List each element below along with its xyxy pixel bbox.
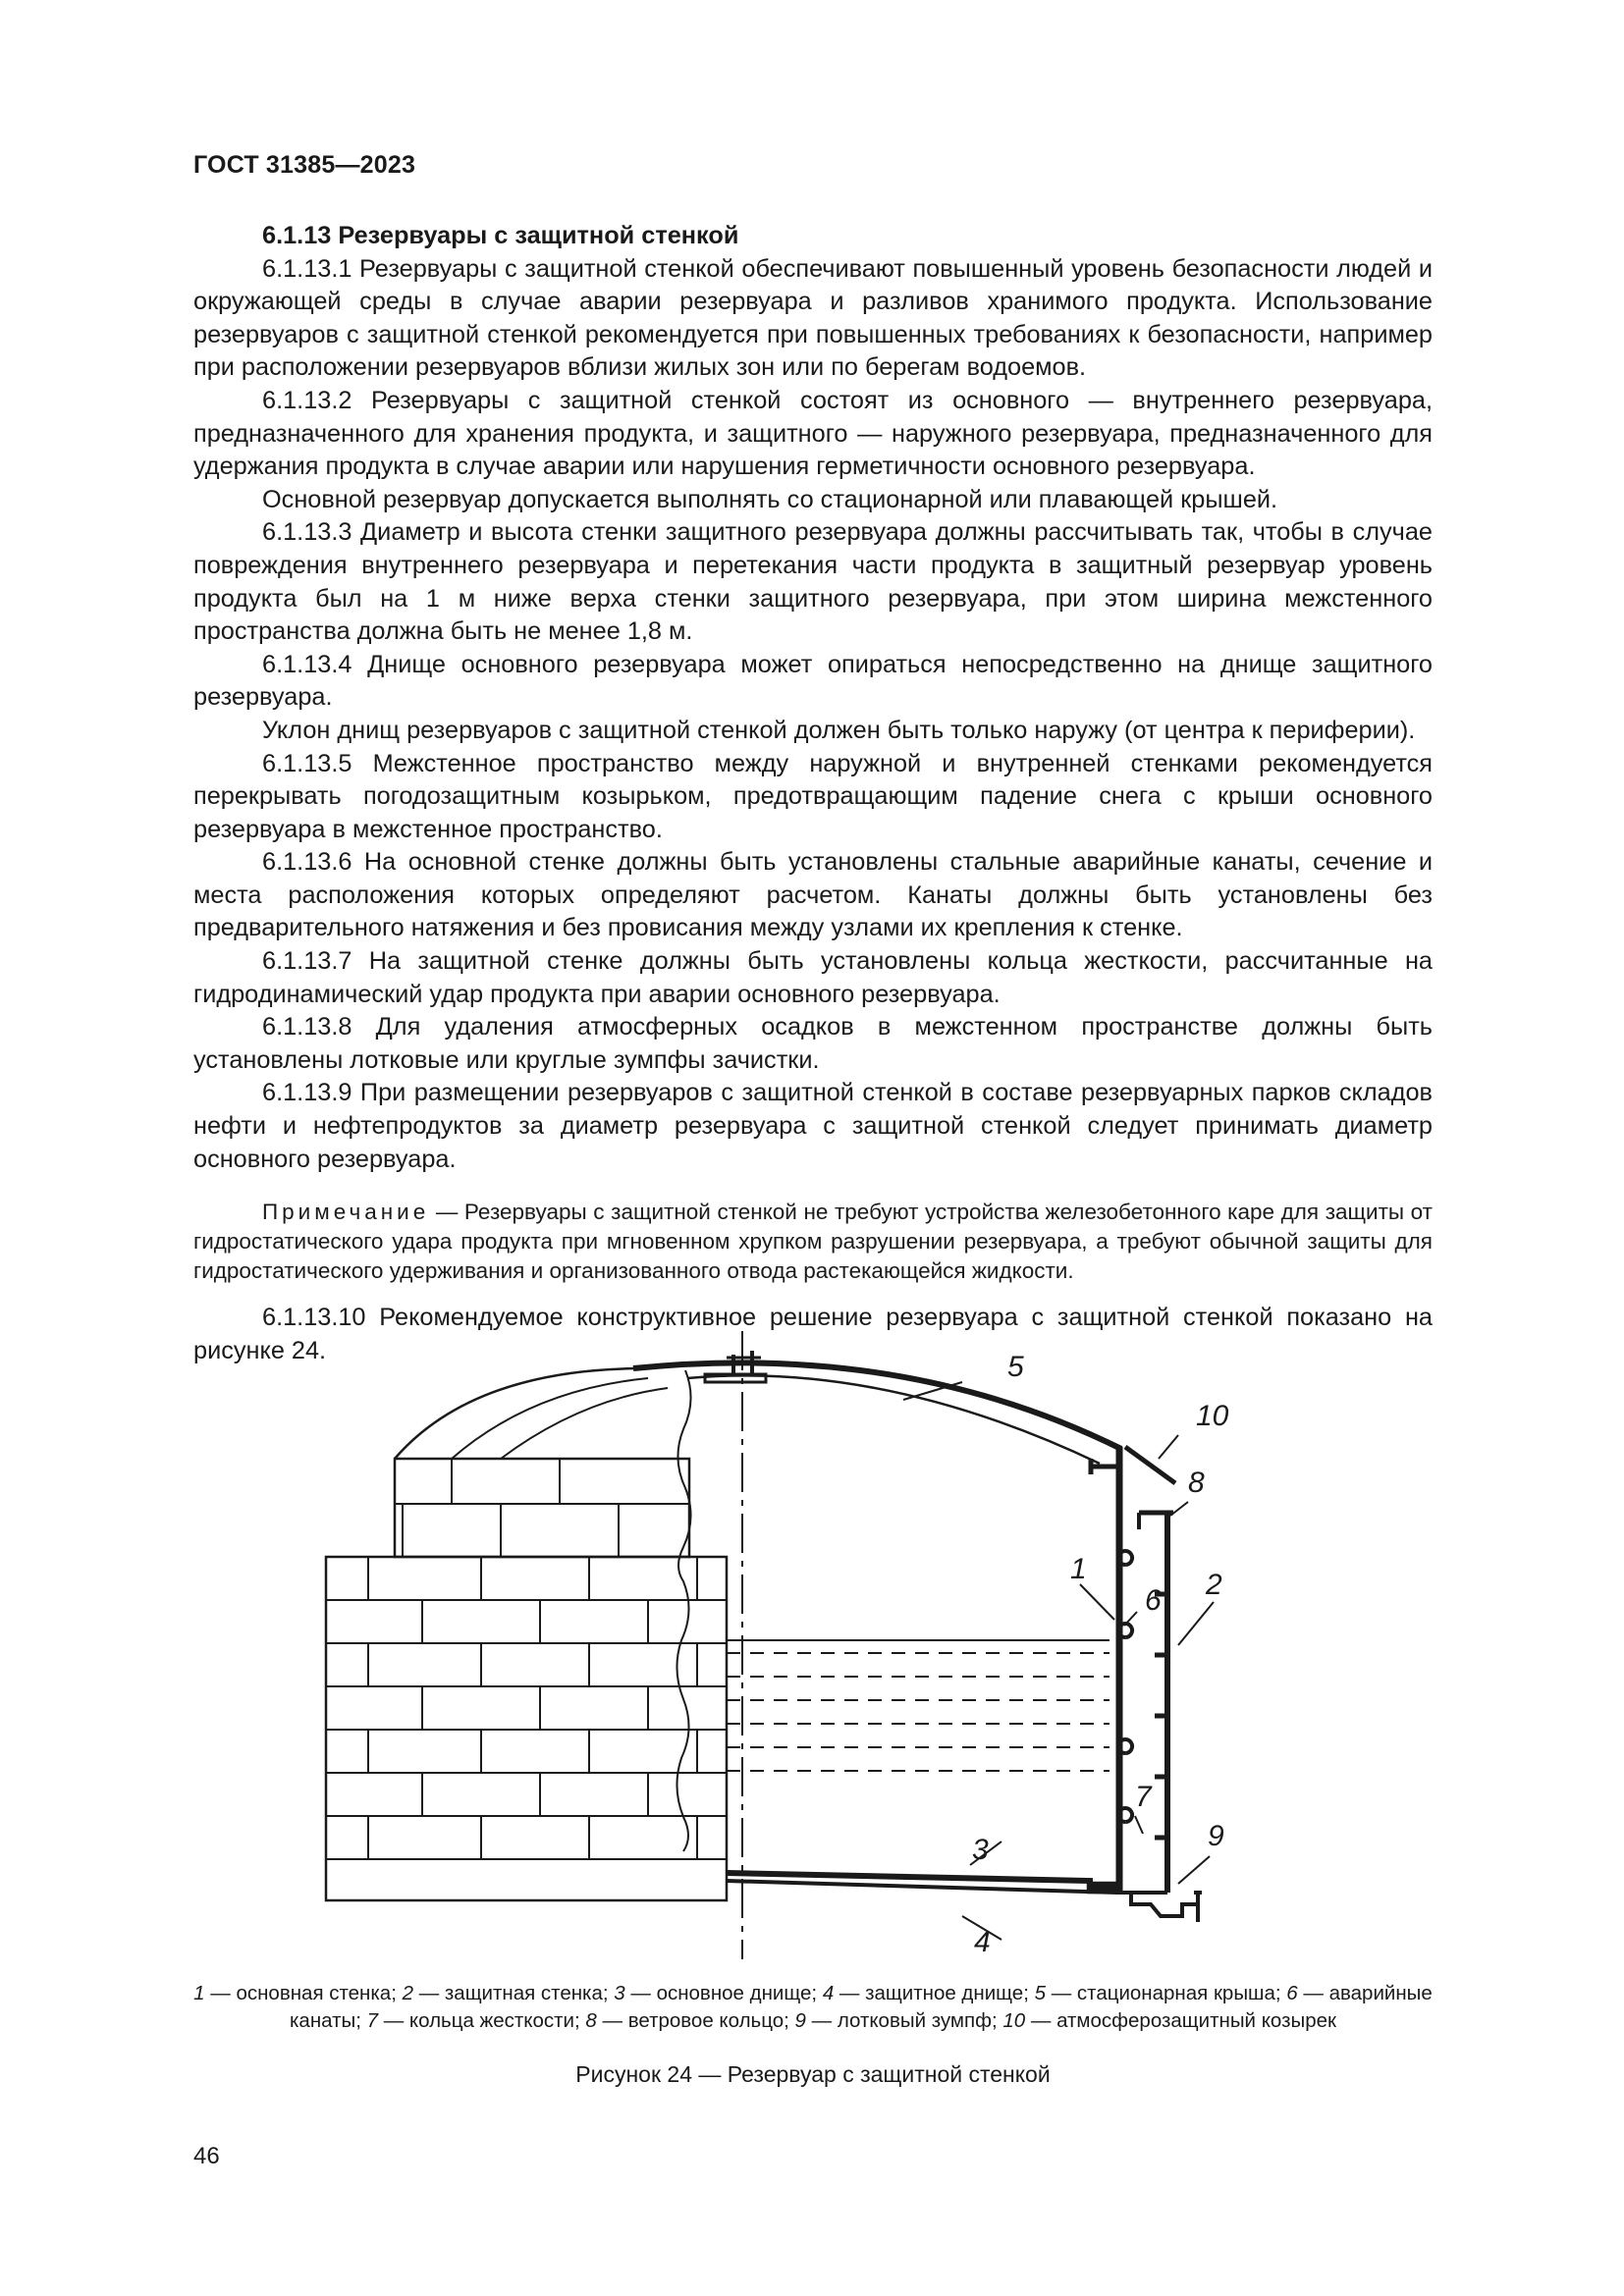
figure-legend <box>193 1980 1433 2035</box>
paragraph-6-1-13-4: 6.1.13.4 Днище основного резервуара может опираться непосредственно на днище защитного резервуара. <box>193 650 1433 712</box>
tank-diagram <box>295 1331 1453 1959</box>
legend-text-10: — атмосферозащитный козырек <box>1025 2009 1336 2032</box>
legend-num-2: 2 <box>402 1982 413 2004</box>
roof-left-outline <box>395 1368 638 1459</box>
paragraph-6-1-13-7: 6.1.13.7 На защитной стенке должны быть установлены кольца жесткости, рассчитанные на гидродинамический удар продукта при аварии основного резервуара. <box>193 947 1433 1008</box>
paragraph-roof-type: Основной резервуар допускается выполнять со стационарной или плавающей крышей. <box>262 485 1278 513</box>
page-number: 46 <box>193 2143 220 2169</box>
legend-num-9: 9 <box>794 2009 806 2032</box>
label-2: 2 <box>1206 1569 1222 1601</box>
document-id-header: ГОСТ 31385—2023 <box>193 151 416 179</box>
paragraph-6-1-13-3: 6.1.13.3 Диаметр и высота стенки защитного резервуара должны рассчитывать так, чтобы в случае повреждения внутреннего резервуара и перетекания части продукта в защитный резервуар уровень продукта был на 1 м ниже верха стенки защитного резервуара, при этом ширина межстенного пространства должна быть не менее 1,8 м. <box>193 518 1433 646</box>
legend-num-1: 1 <box>193 1982 205 2004</box>
sump <box>1131 1893 1198 1916</box>
legend-num-4: 4 <box>822 1982 835 2004</box>
legend-text-4: — защитное днище; <box>834 1982 1035 2004</box>
paragraph-6-1-13-5: 6.1.13.5 Межстенное пространство между наружной и внутренней стенками рекомендуется перекрывать погодозащитным козырьком, предотвращающим падение снега с крыши основного резервуара в межстенное пространство. <box>193 749 1433 843</box>
label-3: 3 <box>972 1834 989 1866</box>
legend-text-5: — стационарная крыша; <box>1046 1982 1287 2004</box>
legend-num-6: 6 <box>1286 1982 1298 2004</box>
label-1: 1 <box>1070 1553 1087 1585</box>
label-6: 6 <box>1145 1584 1162 1617</box>
legend-num-3: 3 <box>614 1982 625 2004</box>
label-8: 8 <box>1188 1467 1205 1499</box>
paragraph-6-1-13-1: 6.1.13.1 Резервуары с защитной стенкой обеспечивают повышенный уровень безопасности людей и окружающей среды в случае аварии резервуара и разливов хранимого продукта. Использование резервуаров с защитной стенкой рекомендуется при повышенных требованиях к безопасности, например при расположении резервуаров вблизи жилых зон или по берегам водоемов. <box>193 254 1433 382</box>
legend-text-2: — защитная стенка; <box>413 1982 615 2004</box>
brick-wall-upper <box>395 1459 689 1557</box>
figure-title: Рисунок 24 — Резервуар с защитной стенкой <box>575 2061 1051 2087</box>
note <box>193 1198 1433 1286</box>
legend-text-9: — лотковый зумпф; <box>805 2009 1003 2032</box>
label-7: 7 <box>1135 1781 1152 1813</box>
legend-text-1: — основная стенка; <box>204 1982 403 2004</box>
legend-text-8: — ветровое кольцо; <box>596 2009 795 2032</box>
break-line <box>677 1370 690 1851</box>
legend-num-8: 8 <box>585 2009 597 2032</box>
paragraph-6-1-13-6: 6.1.13.6 На основной стенке должны быть установлены стальные аварийные канаты, сечение и места расположения которых определяют расчетом. Канаты должны быть установлены без предварительного натяжения и без провисания между узлами их крепления к стенке. <box>193 848 1433 942</box>
note-label: Примечание <box>262 1200 430 1225</box>
paragraph-6-1-13-10: 6.1.13.10 Рекомендуемое конструктивное решение резервуара с защитной стенкой показано на рисунке 24. <box>193 1304 1433 1364</box>
section-title: 6.1.13 Резервуары с защитной стенкой <box>262 222 739 249</box>
label-4: 4 <box>974 1926 991 1958</box>
paragraph-6-1-13-2: 6.1.13.2 Резервуары с защитной стенкой состоят из основного — внутреннего резервуара, предназначенного для хранения продукта, и защитного — наружного резервуара, предназначенного для удержания продукта в случае аварии или нарушения герметичности основного резервуара. <box>193 386 1433 481</box>
label-5: 5 <box>1007 1351 1024 1383</box>
legend-text-6: — аварийные канаты; <box>290 1982 1433 2032</box>
legend-num-5: 5 <box>1034 1982 1047 2004</box>
legend-num-7: 7 <box>366 2009 379 2032</box>
legend-text-7: — кольца жесткости; <box>378 2009 586 2032</box>
label-10: 10 <box>1196 1400 1229 1432</box>
legend-text-3: — основное днище; <box>624 1982 823 2004</box>
paragraph-6-1-13-8: 6.1.13.8 Для удаления атмосферных осадков в межстенном пространстве должны быть установлены лотковые или круглые зумпфы зачистки. <box>193 1013 1433 1074</box>
note-text: — Резервуары с защитной стенкой не требуют устройства железобетонного каре для защиты от гидростатического удара продукта при мгновенном хрупком разрушении резервуара, а требуют обычной защиты для гидростатического удерживания и организованного отвода растекающейся жидкости. <box>193 1200 1433 1284</box>
label-9: 9 <box>1208 1820 1224 1852</box>
legend-num-10: 10 <box>1002 2009 1026 2032</box>
paragraph-6-1-13-9: 6.1.13.9 При размещении резервуаров с защитной стенкой в составе резервуарных парков складов нефти и нефтепродуктов за диаметр резервуара с защитной стенкой следует принимать диаметр основного резервуара. <box>193 1079 1433 1173</box>
weather-visor <box>1125 1447 1175 1483</box>
main-text <box>193 220 1433 1367</box>
paragraph-bottom-slope: Уклон днищ резервуаров с защитной стенкой должен быть только наружу (от центра к периферии). <box>262 716 1416 744</box>
